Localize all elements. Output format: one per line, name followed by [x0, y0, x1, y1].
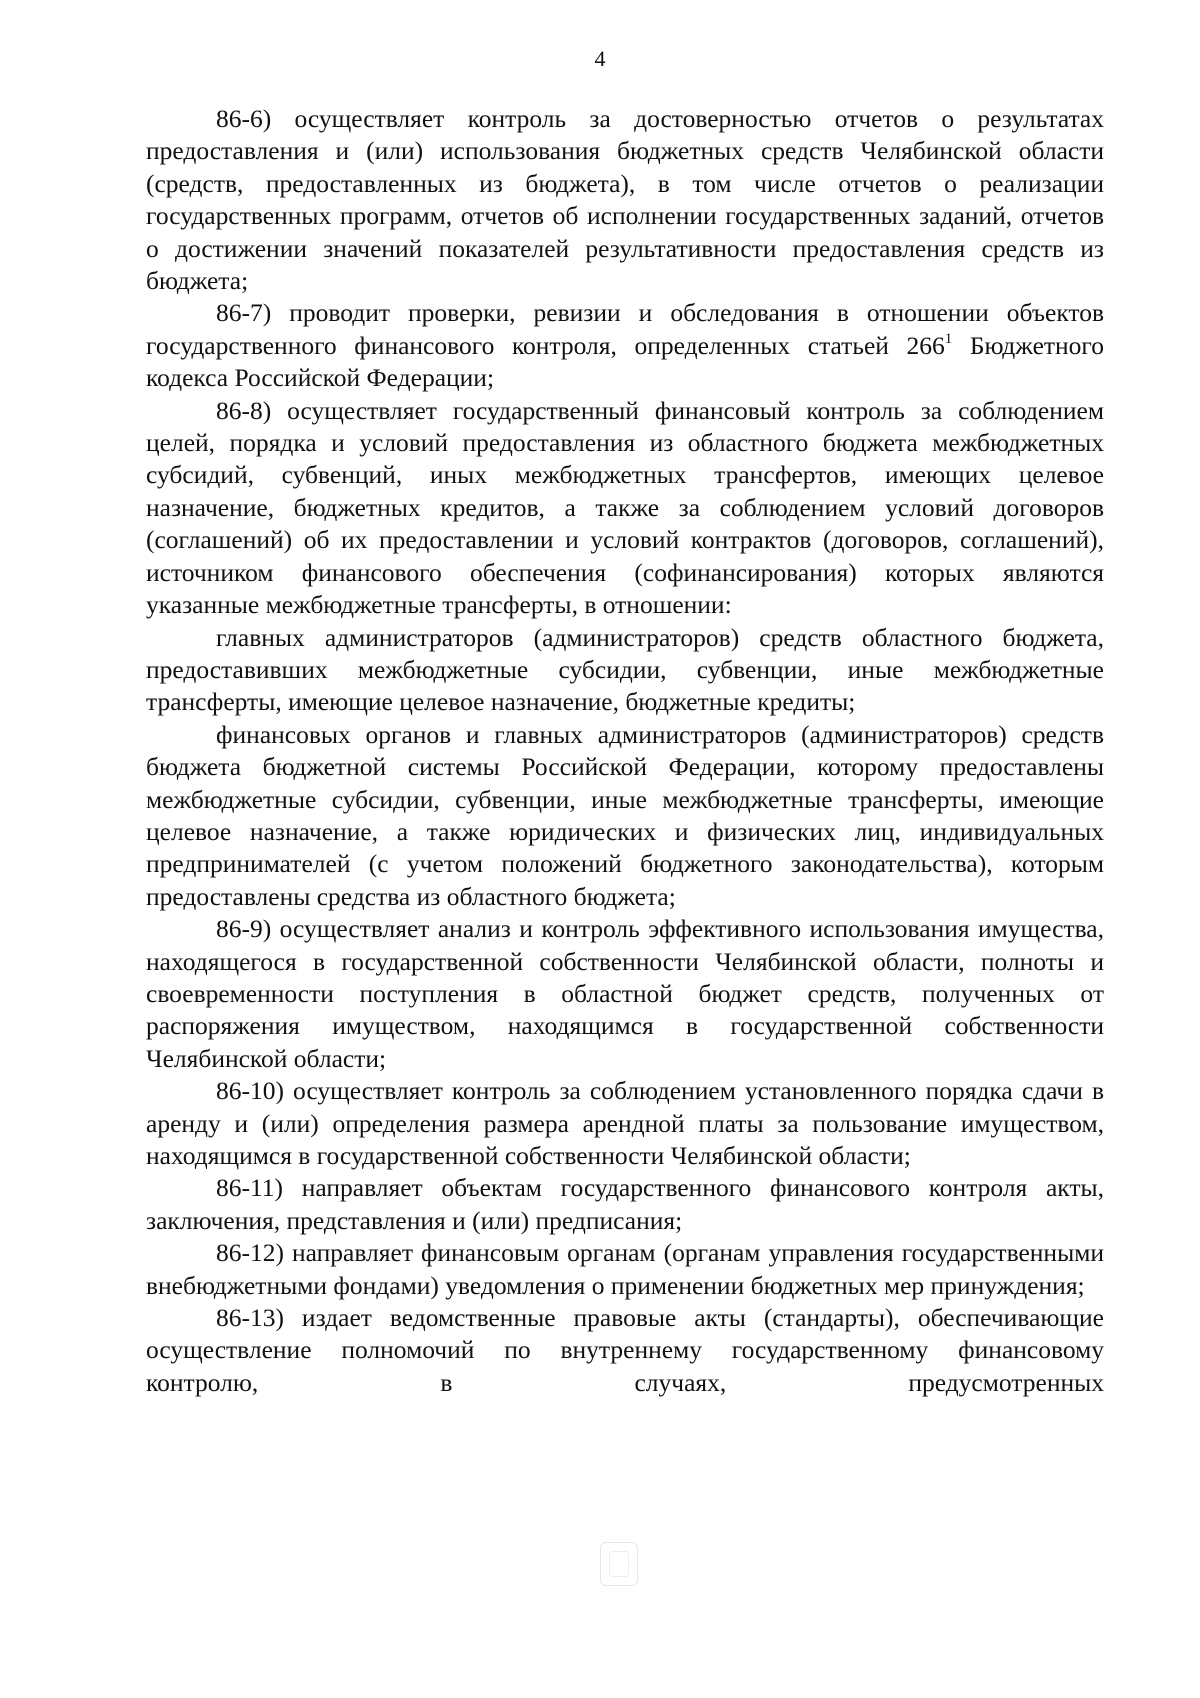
article-superscript: 1 — [944, 330, 953, 347]
paragraph-86-8: 86-8) осуществляет государственный финансовый контроль за соблюдением целей, порядка и условий предоставления из областного бюджета межбюджетных субсидий, субвенций, иных межбюджетных трансфертов, имеющих целевое назначение, бюджетных кредитов, а также за соблюдением условий договоров (соглашений) об их предоставлении и условий контрактов (договоров, соглашений), источником финансового обеспечения (софинансирования) которых являются указанные межбюджетные трансферты, в отношении: — [146, 395, 1104, 620]
paragraph-86-9: 86-9) осуществляет анализ и контроль эффективного использования имущества, находящегося в государственной собственности Челябинской области, полноты и своевременности поступления в областной бюджет средств, полученных от распоряжения имуществом, находящимся в государственной собственности Челябинской области; — [146, 914, 1104, 1073]
page-number: 4 — [594, 46, 606, 71]
paragraph-86-10: 86-10) осуществляет контроль за соблюдением установленного порядка сдачи в аренду и (или) определения размера арендной платы за пользование имуществом, находящимся в государственной собственности Челябинской области; — [146, 1076, 1104, 1170]
paragraph-86-7 — [146, 297, 1104, 394]
paragraph-86-7-tail: Бюджетного кодекса Российской Федерации; — [146, 330, 1105, 393]
paragraph-86-6: 86-6) осуществляет контроль за достоверностью отчетов о результатах предоставления и (или) использования бюджетных средств Челябинской области (средств, предоставленных из бюджета), в том числе отчетов о реализации государственных программ, отчетов об исполнении государственных заданий, отчетов о достижении значений показателей результативности предоставления средств из бюджета; — [146, 104, 1104, 296]
paragraph-financial-bodies: финансовых органов и главных администраторов (администраторов) средств бюджета бюджетной системы Российской Федерации, которому предоставлены межбюджетные субсидии, субвенции, иные межбюджетные трансферты, имеющие целевое назначение, а также юридических и физических лиц, индивидуальных предпринимателей (с учетом положений бюджетного законодательства), которым предоставлены средства из областного бюджета; — [146, 719, 1104, 911]
paragraph-86-7-text: 86-7) проводит проверки, ревизии и обследования в отношении объектов государственного финансового контроля, определенных статьей 266 — [146, 298, 1104, 360]
faint-stamp-mark — [600, 1542, 638, 1586]
paragraph-86-13: 86-13) издает ведомственные правовые акты (стандарты), обеспечивающие осуществление полномочий по внутреннему государственному финансовому контролю, в случаях, предусмотренных — [146, 1303, 1104, 1397]
document-body — [146, 103, 1104, 1399]
paragraph-86-11: 86-11) направляет объектам государственного финансового контроля акты, заключения, представления и (или) предписания; — [146, 1173, 1104, 1235]
paragraph-main-administrators: главных администраторов (администраторов) средств областного бюджета, предоставивших межбюджетные субсидии, субвенции, иные межбюджетные трансферты, имеющие целевое назначение, бюджетные кредиты; — [146, 622, 1104, 717]
paragraph-86-12: 86-12) направляет финансовым органам (органам управления государственными внебюджетными фондами) уведомления о применении бюджетных мер принуждения; — [146, 1238, 1104, 1300]
